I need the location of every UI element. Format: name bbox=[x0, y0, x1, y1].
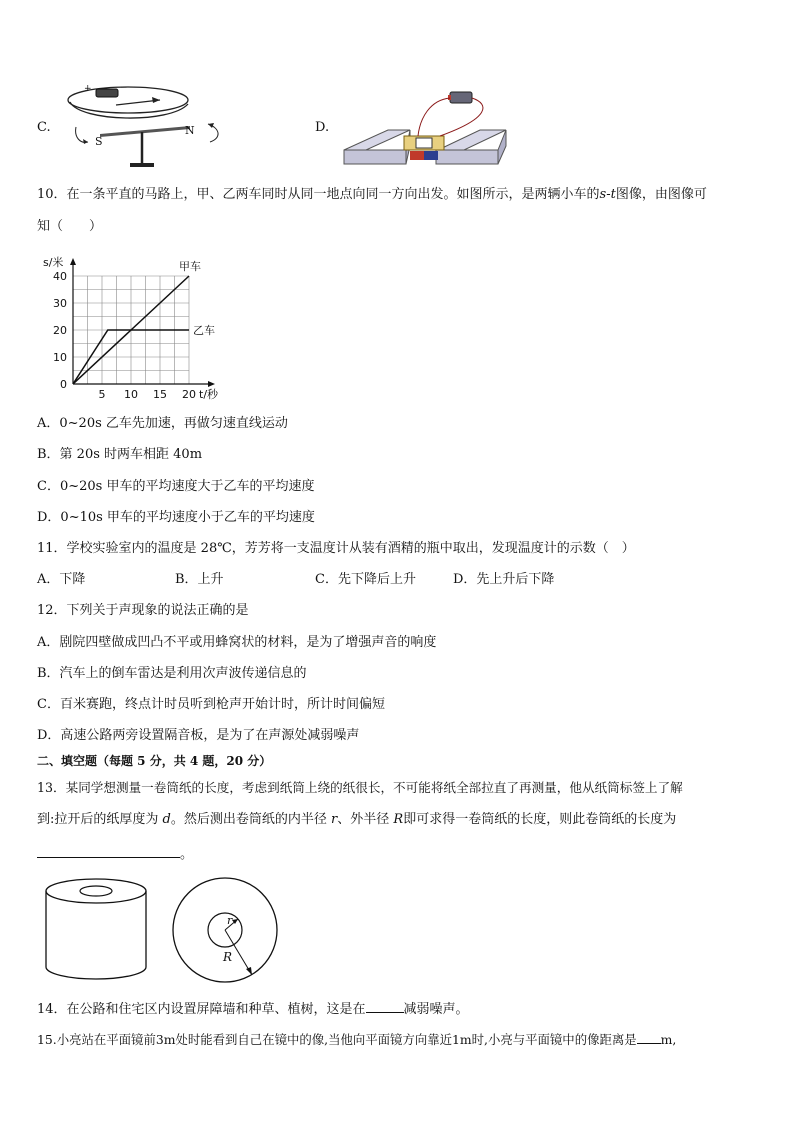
q14-part-a: 14．在公路和住宅区内设置屏障墙和种草、植树，这是在 bbox=[37, 1002, 366, 1017]
q11-option-a: A．下降 bbox=[37, 572, 86, 587]
q15-part-a: 15.小亮站在平面镜前3m处时能看到自己在镜中的像,当他向平面镜方向靠近1m时,小亮与平面镜中的像距离是 bbox=[37, 1032, 637, 1047]
lead-wire-right bbox=[440, 98, 483, 136]
magnet-red bbox=[410, 151, 424, 160]
q9-figure-c bbox=[60, 82, 240, 172]
battery-icon bbox=[96, 89, 118, 97]
right-slab-front bbox=[436, 150, 498, 164]
outer-radius-label: R bbox=[223, 950, 233, 964]
paper-roll-figure bbox=[40, 875, 290, 990]
left-slab-front bbox=[344, 150, 406, 164]
left-slab-top bbox=[344, 130, 410, 150]
y-tick-label: 20 bbox=[53, 324, 67, 337]
magnetic-needle bbox=[100, 126, 190, 137]
plus-sign: + bbox=[84, 84, 92, 94]
q11-stem: 11．学校实验室内的温度是 28℃，芳芳将一支温度计从装有酒精的瓶中取出，发现温度计的示数（ ） bbox=[37, 541, 635, 556]
q11-option-d: D．先上升后下降 bbox=[453, 572, 555, 587]
y-tick-label: 30 bbox=[53, 297, 67, 310]
x-tick-label: 10 bbox=[124, 388, 138, 401]
series-label-yi: 乙车 bbox=[193, 324, 215, 337]
q9-option-c-label: C. bbox=[37, 120, 51, 135]
q13-line2-part-a: 到:拉开后的纸厚度为 bbox=[37, 812, 159, 827]
q10-stem-line1 bbox=[37, 187, 707, 203]
q11-option-b: B．上升 bbox=[175, 572, 224, 587]
q12-option-c: C．百米赛跑，终点计时员听到枪声开始计时，所计时间偏短 bbox=[37, 697, 385, 712]
roll-hole bbox=[80, 886, 112, 896]
magnet-blue bbox=[424, 151, 438, 160]
south-pole-label: S bbox=[95, 135, 103, 148]
q14-part-b: 减弱噪声。 bbox=[403, 1002, 469, 1017]
q10-option-d: D．0~10s 甲车的平均速度小于乙车的平均速度 bbox=[37, 510, 315, 525]
q10-option-a: A．0~20s 乙车先加速，再做匀速直线运动 bbox=[37, 416, 288, 431]
q9-option-d-label: D. bbox=[315, 120, 330, 135]
meter-icon bbox=[450, 92, 472, 103]
y-axis-label: s/米 bbox=[43, 256, 64, 269]
series-label-jia: 甲车 bbox=[179, 260, 201, 273]
q10-stem-part-b: 图像，由图像可 bbox=[615, 187, 707, 202]
q15-part-b: m, bbox=[660, 1032, 677, 1047]
y-axis-arrow bbox=[70, 258, 76, 265]
origin-label: 0 bbox=[60, 378, 67, 391]
q12-option-a: A．剧院四壁做成凹凸不平或用蜂窝状的材料，是为了增强声音的响度 bbox=[37, 635, 437, 650]
q10-stem-st: s-t bbox=[599, 187, 616, 202]
rotation-arrow-right bbox=[208, 124, 218, 142]
rotation-arrow-left bbox=[76, 127, 88, 142]
rotation-arrow-right-head bbox=[208, 123, 214, 128]
stand-base bbox=[130, 163, 154, 167]
inner-radius-label: r bbox=[227, 914, 233, 927]
roll-bottom bbox=[46, 967, 146, 979]
q13-line1: 13．某同学想测量一卷筒纸的长度，考虑到纸筒上绕的纸很长，不可能将纸全部拉直了再测量，他从纸筒标签上了解 bbox=[37, 780, 683, 795]
q12-stem: 12．下列关于声现象的说法正确的是 bbox=[37, 603, 249, 618]
x-axis-label: t/秒 bbox=[199, 388, 219, 401]
q12-option-d: D．高速公路两旁设置隔音板，是为了在声源处减弱噪声 bbox=[37, 728, 360, 743]
meter-tip bbox=[448, 95, 451, 100]
minus-sign: − bbox=[120, 83, 128, 93]
x-tick-label: 20 bbox=[182, 388, 196, 401]
q13-line3-end: 。 bbox=[180, 847, 194, 862]
x-tick-label: 5 bbox=[98, 388, 106, 401]
center-core bbox=[416, 138, 432, 148]
q13-var-R: R bbox=[393, 812, 404, 827]
q12-option-b: B．汽车上的倒车雷达是利用次声波传递信息的 bbox=[37, 666, 307, 681]
y-tick-label: 40 bbox=[53, 270, 67, 283]
x-axis-arrow bbox=[208, 381, 215, 387]
y-tick-label: 10 bbox=[53, 351, 67, 364]
q11-option-c: C．先下降后上升 bbox=[315, 572, 416, 587]
q15-answer-blank[interactable] bbox=[637, 1031, 661, 1044]
st-graph bbox=[36, 252, 236, 402]
north-pole-label: N bbox=[185, 124, 195, 137]
q13-var-r: r bbox=[331, 812, 338, 827]
section-2-title: 二、填空题（每题 5 分，共 4 题，20 分） bbox=[37, 754, 272, 768]
q10-stem-part-a: 10．在一条平直的马路上，甲、乙两车同时从同一地点向同一方向出发。如图所示，是两辆小车的 bbox=[37, 187, 600, 202]
rotation-arrow-left-head bbox=[83, 139, 88, 144]
q10-option-c: C．0~20s 甲车的平均速度大于乙车的平均速度 bbox=[37, 479, 315, 494]
q13-var-d: d bbox=[162, 812, 171, 827]
q9-figure-d bbox=[340, 88, 510, 170]
lead-wire-left bbox=[418, 98, 450, 136]
q10-stem-line2: 知（ ） bbox=[37, 219, 103, 234]
q13-line3 bbox=[37, 845, 193, 863]
q15 bbox=[37, 1031, 676, 1048]
q13-line2 bbox=[37, 812, 676, 828]
q13-line2-part-b: 。然后测出卷筒纸的内半径 bbox=[170, 812, 327, 827]
q13-line2-part-c: 、外半径 bbox=[337, 812, 390, 827]
q13-answer-blank[interactable] bbox=[37, 845, 180, 858]
q10-option-b: B．第 20s 时两车相距 40m bbox=[37, 447, 203, 462]
q13-line2-part-d: 即可求得一卷筒纸的长度，则此卷筒纸的长度为 bbox=[403, 812, 677, 827]
current-arrow-head bbox=[152, 97, 160, 103]
q14-answer-blank[interactable] bbox=[366, 1000, 404, 1013]
q14 bbox=[37, 1000, 469, 1018]
x-tick-label: 15 bbox=[153, 388, 167, 401]
right-slab-side bbox=[498, 130, 506, 164]
